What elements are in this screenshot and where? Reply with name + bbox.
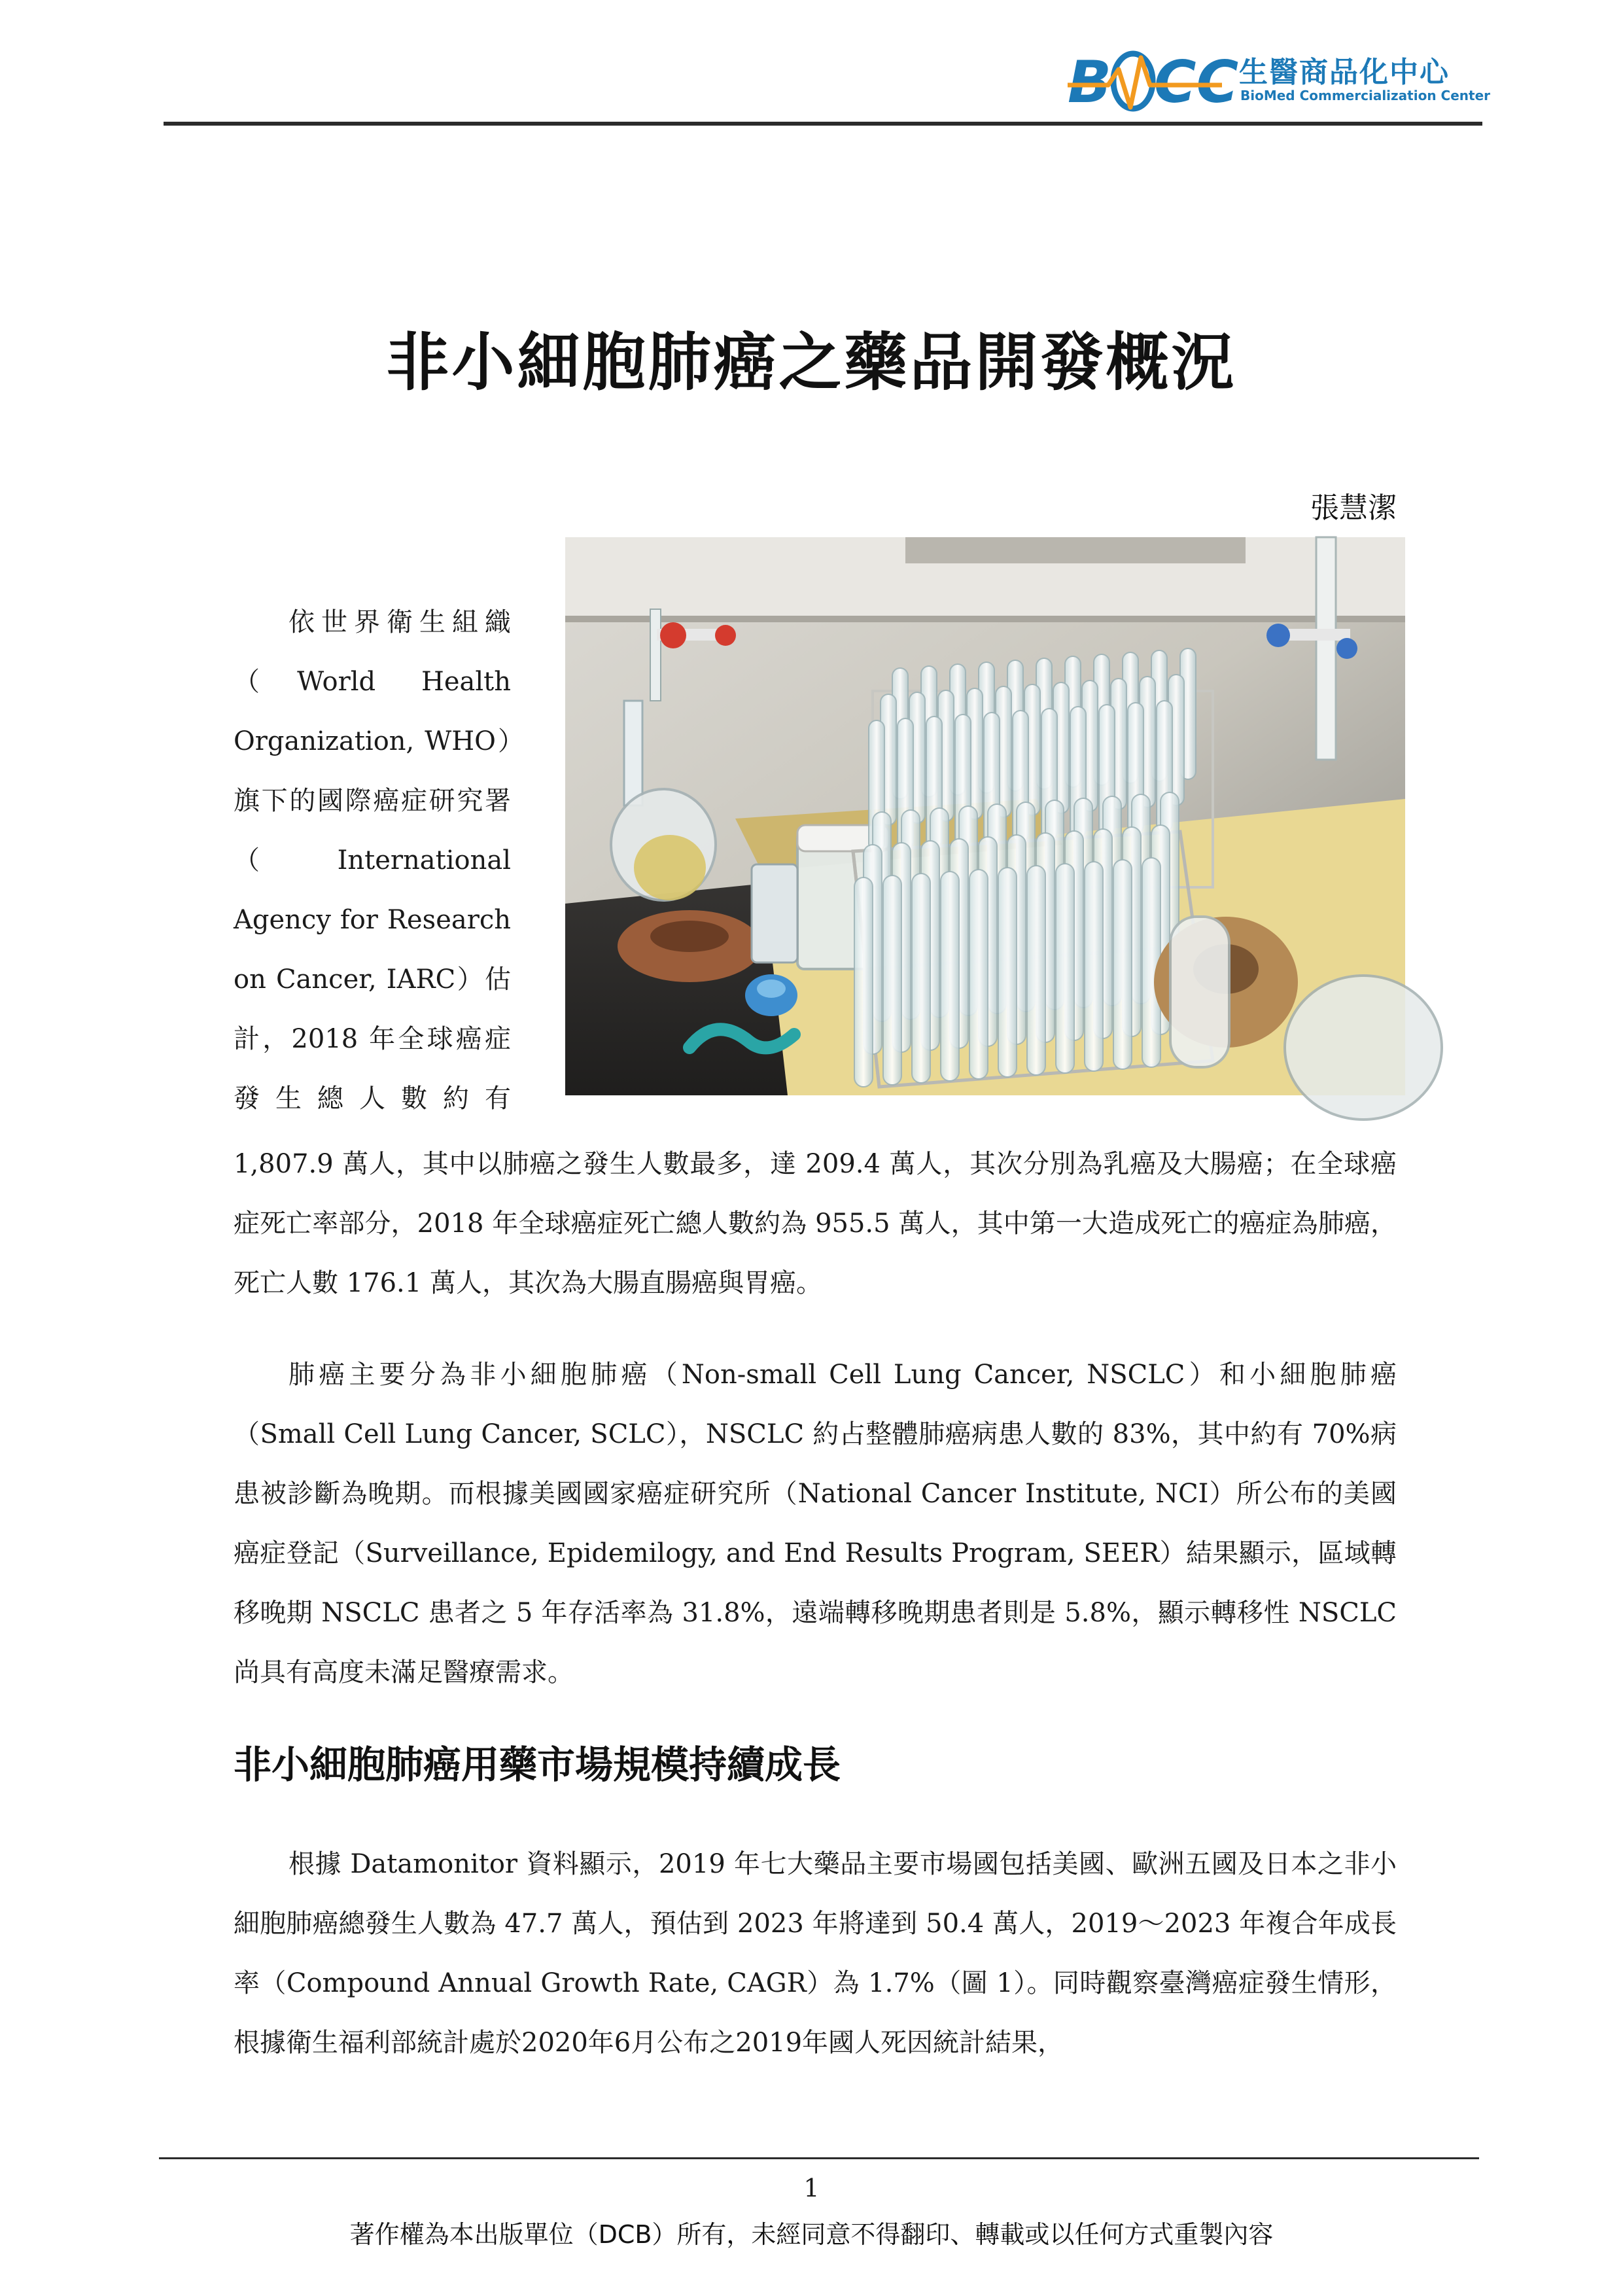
- lab-glassware-image: [565, 537, 1405, 1095]
- bmcc-logo-mark-icon: [1068, 44, 1239, 116]
- page-number: 1: [803, 2174, 820, 2202]
- footer-divider: [159, 2157, 1479, 2159]
- org-name-en: BioMed Commercialization Center: [1240, 88, 1490, 103]
- page-title: 非小細胞肺癌之藥品開發概況: [386, 326, 1237, 399]
- author-name: 張慧潔: [1310, 491, 1397, 525]
- paragraph-1-continued: 1,807.9 萬人，其中以肺癌之發生人數最多，達 209.4 萬人，其次分別為乳癌及大腸癌；在全球癌症死亡率部分，2018 年全球癌症死亡總人數約為 955.5 萬人，其中第一大造成死亡的癌症為肺癌，死亡人數 176.1 萬人，其次為大腸直腸癌與胃癌。: [234, 1149, 1397, 1298]
- org-name-zh: 生醫商品化中心: [1239, 56, 1450, 89]
- svg-text:B: B: [1068, 48, 1112, 116]
- paragraph-1-wrapped: 依世界衛生組織（World Health Organization, WHO）旗下的國際癌症研究署（International Agency for Research on Cancer, IARC）估計，2018 年全球癌症發生總人數約有: [234, 607, 511, 1114]
- test-tube: [854, 877, 873, 1087]
- test-tube: [1113, 860, 1132, 1069]
- test-tube: [941, 872, 959, 1081]
- test-tube: [1085, 862, 1103, 1071]
- header-divider: [164, 122, 1482, 126]
- test-tube: [1027, 866, 1045, 1075]
- test-tube: [998, 868, 1017, 1077]
- test-tube: [883, 875, 901, 1085]
- test-tube: [969, 870, 988, 1079]
- test-tube: [1056, 864, 1074, 1073]
- lab-photo: [565, 537, 1405, 1095]
- copyright-notice: 著作權為本出版單位（DCB）所有，未經同意不得翻印、轉載或以任何方式重製內容: [349, 2220, 1274, 2249]
- paragraph-3: 根據 Datamonitor 資料顯示，2019 年七大藥品主要市場國包括美國、歐洲五國及日本之非小細胞肺癌總發生人數為 47.7 萬人，預估到 2023 年將達到 50.4 萬人，2019～2023 年複合年成長率（Compound Annual Growth Rate, CAGR）為 1.7%（圖 1）。同時觀察臺灣癌症發生情形，根據衛生福利部統計處於2020年6月公布之2019年國人死因統計結果，: [234, 1849, 1397, 2058]
- test-tube: [912, 874, 930, 1083]
- paragraph-2: 肺癌主要分為非小細胞肺癌（Non-small Cell Lung Cancer, NSCLC）和小細胞肺癌（Small Cell Lung Cancer, SCLC），NSCLC 約占整體肺癌病患人數的 83%，其中約有 70%病患被診斷為晚期。而根據美國國家癌症研究所（National Cancer Institute, NCI）所公布的美國癌症登記（Surveillance, Epidemilogy, and End Results Program, SEER）結果顯示，區域轉移晚期 NSCLC 患者之 5 年存活率為 31.8%，遠端轉移晚期患者則是 5.8%，顯示轉移性 NSCLC 尚具有高度未滿足醫療需求。: [234, 1360, 1397, 1687]
- svg-text:CC: CC: [1154, 48, 1239, 116]
- section-heading: 非小細胞肺癌用藥市場規模持續成長: [234, 1742, 841, 1787]
- bmcc-logo: [1068, 41, 1490, 119]
